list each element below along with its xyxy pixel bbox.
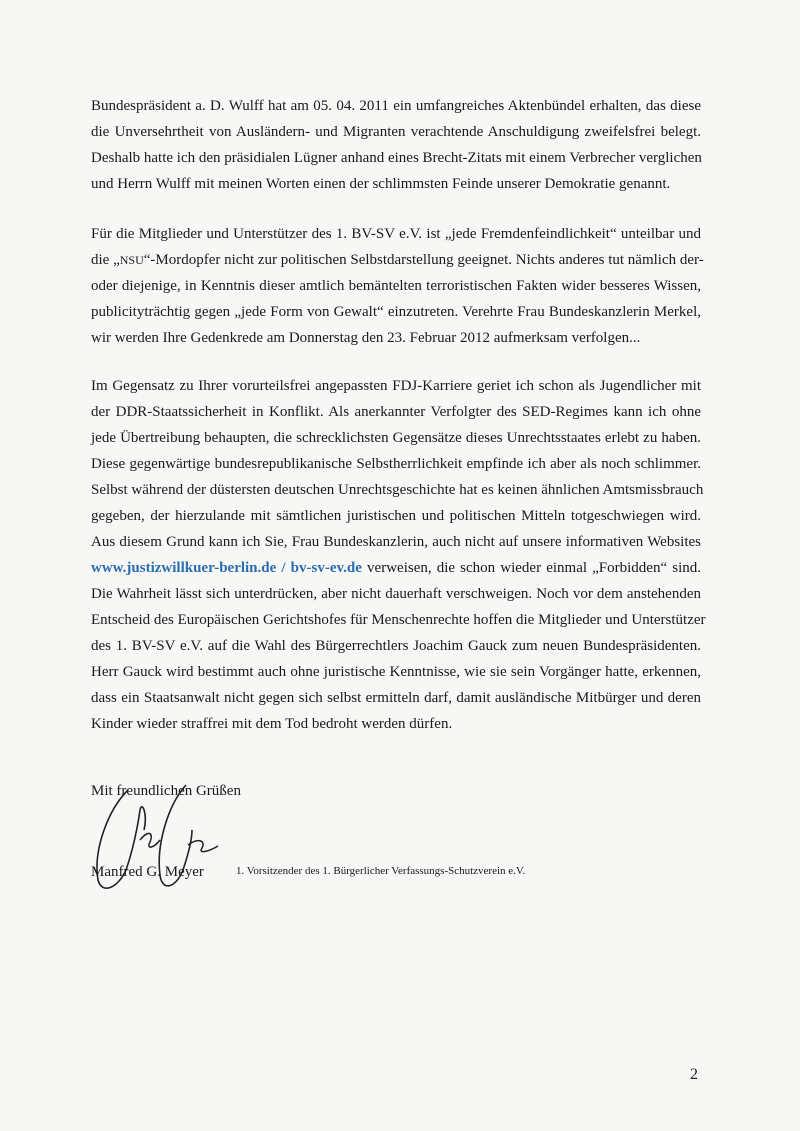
signer-title: 1. Vorsitzender des 1. Bürgerlicher Verfassungs-Schutzverein e.V. xyxy=(236,865,526,877)
text-line: Herr Gauck wird bestimmt auch ohne juristische Kenntnisse, wie sie sein Vorgänger hatte, erkennen, xyxy=(91,664,701,680)
text-line: der DDR-Staatssicherheit in Konflikt. Als anerkannter Verfolgter des SED-Regimes kann ich ohne xyxy=(91,404,701,420)
website-link[interactable]: www.justizwillkuer-berlin.de / bv-sv-ev.de xyxy=(91,560,362,576)
text-line: Diese gegenwärtige bundesrepublikanische Selbstherrlichkeit empfinde ich aber als noch schlimmer. xyxy=(91,456,701,472)
handwritten-signature xyxy=(88,770,228,910)
text-line: Entscheid des Europäischen Gerichtshofes für Menschenrechte hoffen die Mitglieder und Unterstützer xyxy=(91,612,706,628)
text-line: oder diejenige, in Kenntnis dieser amtlich bemäntelten terroristischen Fakten wider besseres Wissen, xyxy=(91,278,701,294)
signer-name: Manfred G. Meyer xyxy=(91,864,204,880)
text-line: gegeben, der hierzulande mit sämtlichen juristischen und politischen Mitteln totgeschwiegen wird. xyxy=(91,508,701,524)
text-line: jede Übertreibung behaupten, die schrecklichsten Gegensätze dieses Unrechtsstaates erlebt zu haben. xyxy=(91,430,701,446)
text-line: Bundespräsident a. D. Wulff hat am 05. 04. 2011 ein umfangreiches Aktenbündel erhalten, das diese xyxy=(91,98,701,114)
text-line xyxy=(91,247,704,273)
paragraph-3 xyxy=(91,373,706,737)
text-fragment: verweisen, die schon wieder einmal „Forbidden“ sind. xyxy=(361,560,701,576)
text-line: wir werden Ihre Gedenkrede am Donnerstag den 23. Februar 2012 aufmerksam verfolgen... xyxy=(91,330,641,346)
page-number: 2 xyxy=(690,1066,698,1083)
closing-salutation: Mit freundlichen Grüßen xyxy=(91,783,241,799)
text-line: und Herrn Wulff mit meinen Worten einen der schlimmsten Feinde unserer Demokratie genannt. xyxy=(91,176,671,192)
text-fragment: “-Mordopfer nicht zur politischen Selbstdarstellung geeignet. Nichts anderes tut nämlich der- xyxy=(143,252,704,268)
text-line: Deshalb hatte ich den präsidialen Lügner anhand eines Brecht-Zitats mit einem Verbrecher verglichen xyxy=(91,150,702,166)
text-line: Selbst während der düstersten deutschen Unrechtsgeschichte hat es keinen ähnlichen Amtsmissbrauch xyxy=(91,482,704,498)
nsu-text: NSU xyxy=(119,253,144,267)
text-line: Für die Mitglieder und Unterstützer des 1. BV-SV e.V. ist „jede Fremdenfeindlichkeit“ unteilbar und xyxy=(91,226,701,242)
text-line xyxy=(91,555,701,581)
text-line: publicityträchtig gegen „jede Form von Gewalt“ einzutreten. Verehrte Frau Bundeskanzlerin Merkel, xyxy=(91,304,701,320)
text-line: Kinder wieder straffrei mit dem Tod bedroht werden dürfen. xyxy=(91,716,453,732)
text-line: Im Gegensatz zu Ihrer vorurteilsfrei angepassten FDJ-Karriere geriet ich schon als Jugendlicher mit xyxy=(91,378,701,394)
text-line: die Unversehrtheit von Ausländern- und Migranten verachtende Anschuldigung zweifelsfrei belegt. xyxy=(91,124,701,140)
text-line: Aus diesem Grund kann ich Sie, Frau Bundeskanzlerin, auch nicht auf unsere informativen Websites xyxy=(91,534,701,550)
text-fragment: die „ xyxy=(91,252,120,268)
text-line: dass ein Staatsanwalt nicht gegen sich selbst ermitteln darf, damit ausländische Mitbürger und deren xyxy=(91,690,701,706)
text-line: Die Wahrheit lässt sich unterdrücken, aber nicht dauerhaft verschweigen. Noch vor dem anstehenden xyxy=(91,586,701,602)
paragraph-2 xyxy=(91,221,704,351)
paragraph-1 xyxy=(91,93,701,197)
text-line: des 1. BV-SV e.V. auf die Wahl des Bürgerrechtlers Joachim Gauck zum neuen Bundespräsidenten. xyxy=(91,638,701,654)
